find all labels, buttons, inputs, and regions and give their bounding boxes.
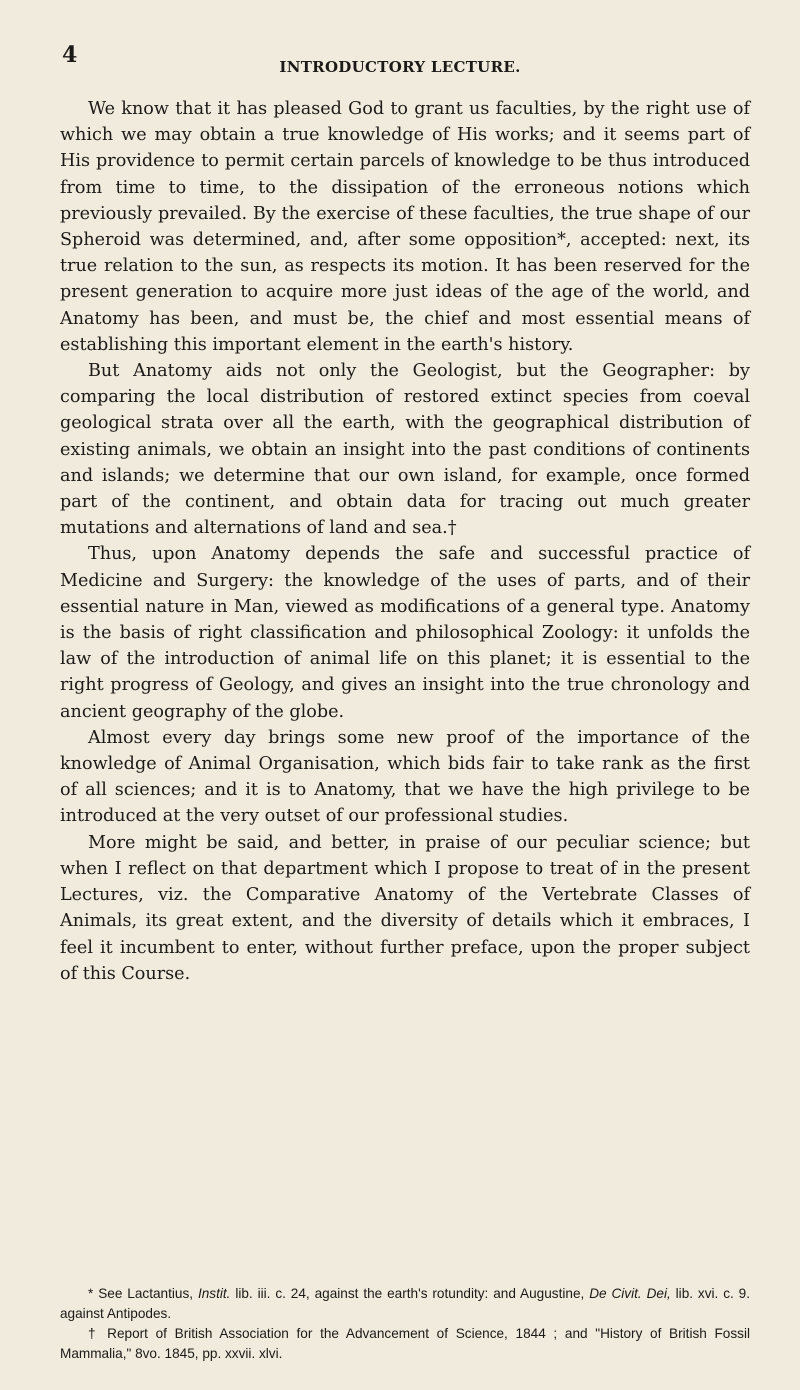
footnote-2: † Report of British Association for the Advancement of Science, 1844 ; and "History of British Fossil Mammalia," 8vo. 1845, pp. xxvii. xlvi. xyxy=(60,1326,750,1361)
running-head: INTRODUCTORY LECTURE. xyxy=(279,58,521,76)
footnote-1-mark: * xyxy=(88,1286,94,1301)
paragraph-3: Thus, upon Anatomy depends the safe and successful practice of Medicine and Surgery: the knowledge of the uses of parts, and of their essential nature in Man, viewed as modifications of a general type. Anatomy is the basis of right classification and philosophical Zoology: it unfolds the law of the introduction of animal life on this planet; it is essential to the right progress of Geology, and gives an insight into the true chronology and ancient geography of the globe. xyxy=(60,544,750,722)
footnotes xyxy=(60,1284,750,1364)
page-number: 4 xyxy=(62,42,78,68)
footnote-2-mark: † xyxy=(88,1326,100,1341)
body-text xyxy=(60,96,750,987)
paragraph-1: We know that it has pleased God to grant us faculties, by the right use of which we may obtain a true knowledge of His works; and it seems part of His providence to permit certain parcels of knowledge to be thus introduced from time to time, to the dissipation of the erroneous notions which previously prevailed. By the exercise of these faculties, the true shape of our Spheroid was determined, and, after some opposition*, accepted: next, its true relation to the sun, as respects its motion. It has been reserved for the present generation to acquire more just ideas of the age of the world, and Anatomy has been, and must be, the chief and most essential means of establishing this important element in the earth's history. xyxy=(60,99,750,355)
footnote-1: * See Lactantius, Instit. lib. iii. c. 24, against the earth's rotundity: and Augustine, De Civit. Dei, lib. xvi. c. 9. against Antipodes. xyxy=(60,1286,751,1321)
paragraph-2: But Anatomy aids not only the Geologist, but the Geographer: by comparing the local distribution of restored extinct species from coeval geological strata over all the earth, with the geographical distribution of existing animals, we obtain an insight into the past conditions of continents and islands; we determine that our own island, for example, once formed part of the continent, and obtain data for tracing out much greater mutations and alternations of land and sea.† xyxy=(60,361,750,539)
paragraph-4: Almost every day brings some new proof of the importance of the knowledge of Animal Organisation, which bids fair to take rank as the first of all sciences; and it is to Anatomy, that we have the high privilege to be introduced at the very outset of our professional studies. xyxy=(60,727,750,827)
paragraph-5: More might be said, and better, in praise of our peculiar science; but when I reflect on that department which I propose to treat of in the present Lectures, viz. the Comparative Anatomy of the Vertebrate Classes of Animals, its great extent, and the diversity of details which it embraces, I feel it incumbent to enter, without further preface, upon the proper subject of this Course. xyxy=(60,832,750,984)
